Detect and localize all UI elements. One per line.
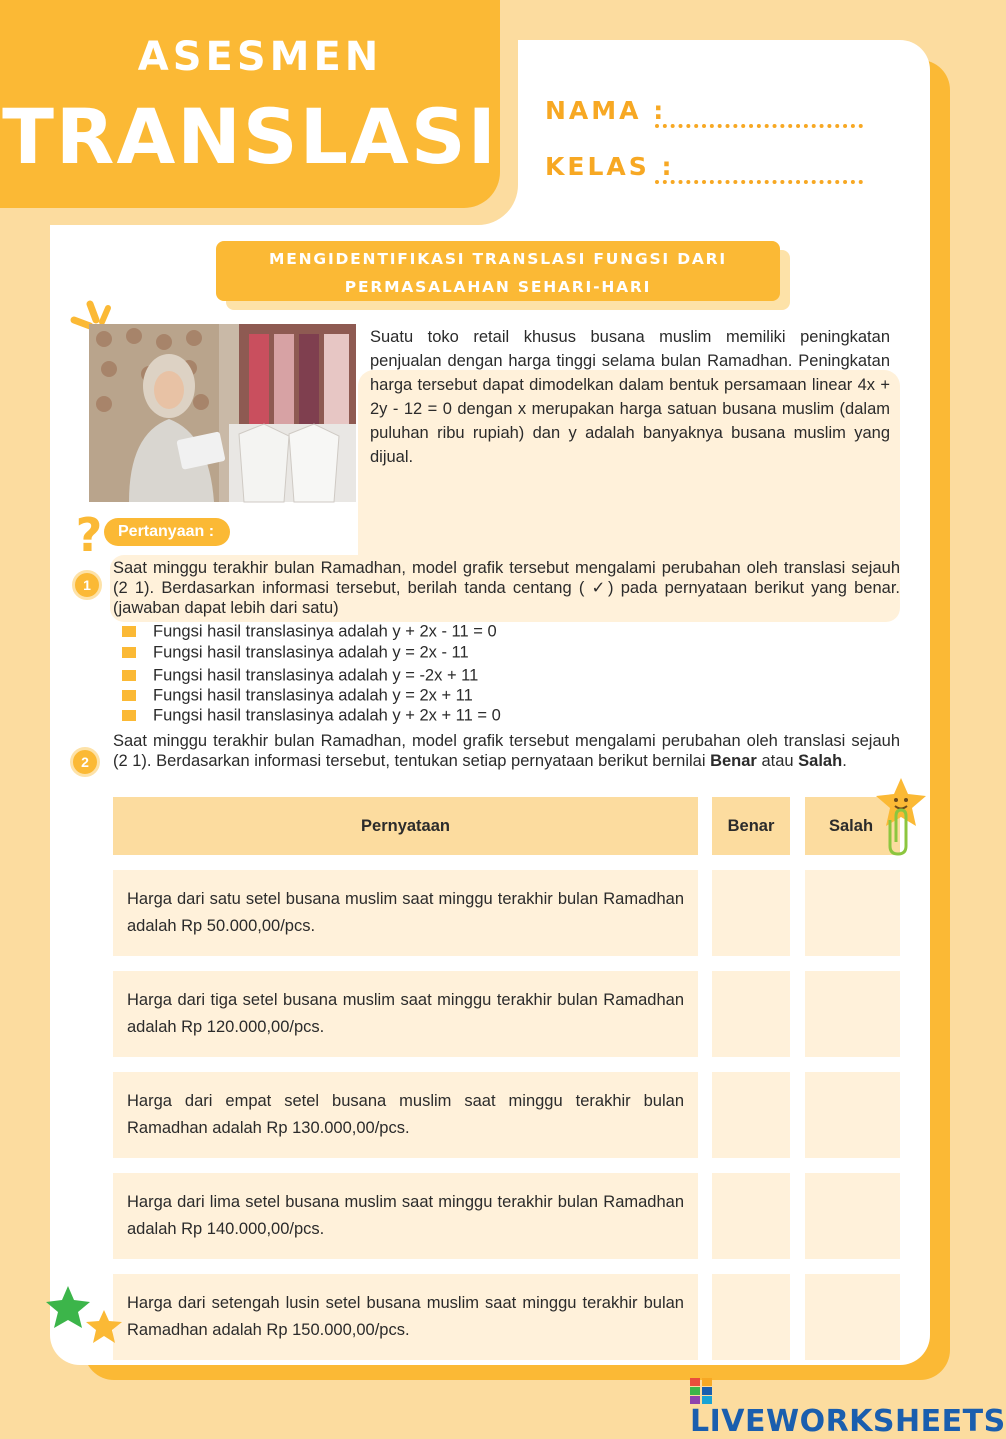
nama-field[interactable] (655, 124, 863, 128)
statement-5-salah-cell[interactable] (805, 1274, 900, 1360)
salah-word: Salah (798, 752, 843, 770)
section-title-line1: MENGIDENTIFIKASI TRANSLASI FUNGSI DARI (269, 250, 727, 268)
option-1-checkbox[interactable] (122, 626, 136, 637)
atau-word: atau (756, 752, 799, 770)
statement-3: Harga dari empat setel busana muslim saat minggu terakhir bulan Ramadhan adalah Rp 130.000,00/pcs. (113, 1072, 698, 1158)
statement-5-benar-cell[interactable] (712, 1274, 790, 1360)
statement-3-benar-cell[interactable] (712, 1072, 790, 1158)
pertanyaan-label: Pertanyaan : (104, 518, 230, 546)
statement-4: Harga dari lima setel busana muslim saat minggu terakhir bulan Ramadhan adalah Rp 140.000,00/pcs. (113, 1173, 698, 1259)
section-banner (216, 241, 780, 301)
statement-4-benar-cell[interactable] (712, 1173, 790, 1259)
kelas-label: KELAS : (545, 152, 675, 181)
question-2-text (113, 731, 900, 771)
logo-text: LIVEWORKSHEETS (690, 1404, 1006, 1439)
stars-icon (42, 1284, 132, 1354)
liveworksheets-logo[interactable] (690, 1374, 1006, 1439)
option-5-label: Fungsi hasil translasinya adalah y + 2x + 11 = 0 (153, 706, 501, 725)
option-1[interactable] (122, 621, 497, 641)
option-3-label: Fungsi hasil translasinya adalah y = -2x + 11 (153, 666, 479, 685)
option-3[interactable] (122, 665, 478, 685)
statement-1-benar-cell[interactable] (712, 870, 790, 956)
option-4-label: Fungsi hasil translasinya adalah y = 2x + 11 (153, 686, 473, 705)
page-title: TRANSLASI (2, 92, 498, 181)
statement-3-salah-cell[interactable] (805, 1072, 900, 1158)
option-5-checkbox[interactable] (122, 710, 136, 721)
section-title-line2: PERMASALAHAN SEHARI-HARI (344, 278, 652, 296)
question-2-text-main: Saat minggu terakhir bulan Ramadhan, model grafik tersebut mengalami perubahan oleh translasi sejauh (2 1). Berdasarkan informasi tersebut, tentukan setiap pernyataan berikut bernilai (113, 732, 900, 770)
benar-word: Benar (710, 752, 757, 770)
intro-paragraph: Suatu toko retail khusus busana muslim memiliki peningkatan penjualan dengan harga tinggi selama bulan Ramadhan. Peningkatan harga tersebut dapat dimodelkan dalam bentuk persamaan linear 4x + 2y - 12 = 0 dengan x merupakan harga satuan busana muslim (dalam puluhan ribu rupiah) dan y adalah banyaknya busana muslim yang dijual. (370, 328, 890, 466)
statement-2: Harga dari tiga setel busana muslim saat minggu terakhir bulan Ramadhan adalah Rp 120.000,00/pcs. (113, 971, 698, 1057)
statement-4-salah-cell[interactable] (805, 1173, 900, 1259)
kelas-field[interactable] (655, 180, 863, 184)
header-pernyataan: Pernyataan (113, 797, 698, 855)
option-3-checkbox[interactable] (122, 670, 136, 681)
header-subtitle: ASESMEN (137, 34, 383, 80)
logo-grid-icon (690, 1378, 712, 1404)
question-mark-icon: ? (75, 508, 103, 562)
statement-2-salah-cell[interactable] (805, 971, 900, 1057)
option-4[interactable] (122, 685, 473, 705)
option-5[interactable] (122, 705, 501, 725)
header-salah: Salah (805, 797, 900, 855)
shop-photo (89, 324, 356, 502)
question-1-number: 1 (72, 570, 102, 600)
nama-label: NAMA : (545, 96, 667, 125)
header-benar: Benar (712, 797, 790, 855)
question-2-period: . (842, 752, 847, 770)
option-2-checkbox[interactable] (122, 647, 136, 658)
option-2-label: Fungsi hasil translasinya adalah y = 2x - 11 (153, 643, 469, 662)
option-2[interactable] (122, 642, 469, 662)
statement-5: Harga dari setengah lusin setel busana muslim saat minggu terakhir bulan Ramadhan adalah Rp 150.000,00/pcs. (113, 1274, 698, 1360)
statement-1-salah-cell[interactable] (805, 870, 900, 956)
option-1-label: Fungsi hasil translasinya adalah y + 2x - 11 = 0 (153, 622, 497, 641)
smiley-star-icon (872, 776, 930, 858)
statement-1: Harga dari satu setel busana muslim saat minggu terakhir bulan Ramadhan adalah Rp 50.000,00/pcs. (113, 870, 698, 956)
question-1-text: Saat minggu terakhir bulan Ramadhan, model grafik tersebut mengalami perubahan oleh translasi sejauh (2 1). Berdasarkan informasi tersebut, berilah tanda centang ( ✓) pada pernyataan berikut yang benar. (jawaban dapat lebih dari satu) (113, 559, 900, 617)
question-2-number: 2 (70, 747, 100, 777)
statement-2-benar-cell[interactable] (712, 971, 790, 1057)
option-4-checkbox[interactable] (122, 690, 136, 701)
